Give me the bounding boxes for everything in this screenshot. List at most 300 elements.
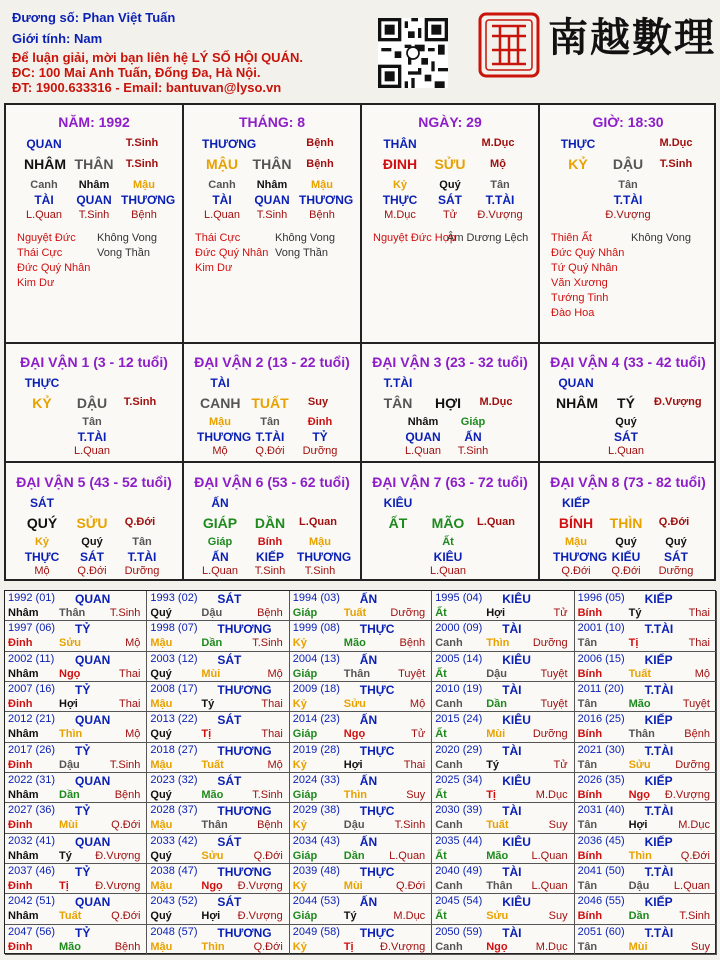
hidden-life-stage: T.Sinh (78, 209, 110, 221)
year-label: 1997 (06) (8, 622, 56, 635)
year-branch: Sửu (201, 849, 224, 862)
hidden-life-stage: L.Quan (203, 209, 241, 221)
hidden-stem: Đinh (307, 416, 333, 428)
year-cell[interactable] (575, 894, 717, 924)
year-life-stage: Tử (411, 728, 426, 741)
pillar-1 (184, 105, 360, 341)
year-cell[interactable] (5, 621, 147, 651)
year-stem: Nhâm (8, 849, 39, 862)
year-cell[interactable] (290, 803, 432, 833)
dai-van-2 (184, 343, 360, 461)
stars-left (195, 231, 280, 276)
year-life-stage: Thai (118, 697, 141, 710)
year-label: 2017 (26) (8, 743, 56, 756)
ten-god-label: THƯƠNG (202, 137, 257, 151)
year-life-stage: Thai (403, 758, 426, 771)
hidden-stem: Nhâm (256, 179, 288, 191)
year-cell[interactable] (575, 591, 717, 621)
year-life-stage: Đ.Vượng (237, 910, 283, 923)
year-life-stage: Tuyệt (682, 697, 710, 710)
ten-god-label: THÂN (383, 137, 417, 151)
star-item: Thiên Ất (551, 232, 592, 244)
year-cell[interactable] (290, 773, 432, 803)
hidden-stem: Tân (82, 416, 102, 428)
year-life-stage: Đ.Vượng (664, 788, 710, 801)
life-stage-label: Suy (307, 396, 329, 408)
hidden-ten-god: T.TÀI (485, 193, 515, 207)
year-cell[interactable] (147, 803, 289, 833)
year-cell[interactable] (290, 652, 432, 682)
year-ten-god: THỰC (359, 622, 395, 637)
year-life-stage: Mộ (125, 728, 141, 741)
year-cell[interactable] (5, 803, 147, 833)
heavenly-stem: KỶ (32, 395, 52, 411)
year-label: 2044 (53) (292, 895, 340, 908)
year-life-stage: Mộ (694, 667, 710, 680)
heavenly-stem: ĐINH (382, 156, 418, 172)
year-cell[interactable] (432, 803, 574, 833)
year-life-stage: Bệnh (114, 940, 141, 953)
year-branch: Thìn (486, 637, 510, 650)
year-ten-god: TÀI (502, 925, 522, 940)
year-life-stage: Thai (261, 728, 283, 741)
year-stem: Đinh (8, 819, 33, 832)
year-life-stage: L.Quan (673, 879, 710, 892)
year-label: 2043 (52) (150, 895, 198, 908)
pillar-3 (540, 105, 716, 341)
year-cell[interactable] (147, 712, 289, 742)
year-branch: Sửu (628, 758, 651, 771)
year-cell[interactable] (290, 834, 432, 864)
year-ten-god: SÁT (217, 592, 242, 606)
year-ten-god: T.TÀI (644, 804, 674, 819)
year-life-stage: Q.Đới (395, 879, 426, 892)
year-branch: Dần (201, 637, 223, 650)
hidden-stem: Mậu (133, 179, 155, 191)
year-cell[interactable] (290, 864, 432, 894)
year-branch: Thân (201, 819, 228, 832)
hidden-ten-god: QUAN (254, 193, 290, 207)
pillar-title: NGÀY: 29 (418, 114, 482, 130)
stars-right (447, 231, 532, 246)
year-stem: Đinh (8, 940, 33, 953)
stars-left (551, 231, 636, 321)
year-cell[interactable] (575, 743, 717, 773)
year-life-stage: Mộ (267, 758, 283, 771)
dai-van-4 (540, 343, 716, 461)
year-cell[interactable] (290, 743, 432, 773)
year-stem: Giáp (292, 607, 318, 619)
year-branch: Ngọ (343, 728, 366, 741)
year-label: 2046 (55) (577, 895, 625, 908)
year-label: 2025 (34) (435, 773, 483, 786)
year-branch: Dậu (486, 667, 507, 680)
year-ten-god: TÀI (502, 804, 522, 819)
year-stem: Đinh (8, 758, 33, 771)
hidden-ten-god: TÀI (212, 193, 232, 207)
year-cell[interactable] (575, 925, 717, 955)
year-ten-god: QUAN (75, 773, 111, 788)
hidden-life-stage: Mộ (212, 445, 228, 457)
year-branch: Thìn (59, 728, 83, 741)
hidden-life-stage: L.Quan (429, 565, 467, 577)
hidden-life-stage: L.Quan (607, 445, 645, 457)
dai-van-title: ĐẠI VẬN 3 (23 - 32 tuổi) (372, 354, 528, 370)
year-cell[interactable] (575, 773, 717, 803)
dai-van-5 (6, 463, 182, 581)
hidden-life-stage: Dưỡng (658, 565, 694, 577)
year-cell[interactable] (147, 925, 289, 955)
year-cell[interactable] (5, 682, 147, 712)
year-ten-god: KIÊU (502, 834, 531, 849)
stars-right (275, 231, 360, 261)
year-ten-god: SÁT (217, 773, 242, 788)
hidden-life-stage: Đ.Vượng (477, 209, 523, 221)
dai-van-3 (362, 343, 538, 461)
year-label: 2033 (42) (150, 834, 198, 847)
heavenly-stem: NHÂM (556, 395, 598, 411)
year-cell[interactable] (147, 652, 289, 682)
hidden-life-stage: Đ.Vượng (605, 209, 651, 221)
year-label: 2041 (50) (577, 864, 625, 877)
year-stem: Giáp (292, 728, 318, 741)
year-cell[interactable] (432, 682, 574, 712)
year-label: 1999 (08) (292, 622, 340, 635)
ten-god-label: THỰC (560, 137, 596, 151)
year-branch: Thìn (201, 940, 225, 953)
year-stem: Quý (150, 667, 172, 680)
year-cell[interactable] (575, 834, 717, 864)
year-stem: Canh (435, 637, 463, 650)
year-cell[interactable] (432, 652, 574, 682)
year-branch: Dậu (343, 819, 365, 832)
year-branch: Mão (486, 849, 509, 862)
year-life-stage: L.Quan (531, 849, 568, 862)
earthly-branch: TUẤT (251, 395, 289, 411)
year-cell[interactable] (432, 925, 574, 955)
hidden-life-stage: Q.Đới (77, 565, 107, 577)
year-cell[interactable] (5, 743, 147, 773)
year-life-stage: Mộ (409, 697, 426, 710)
year-ten-god: THỰC (359, 743, 395, 758)
hidden-stem: Bính (257, 536, 283, 548)
year-cell[interactable] (5, 864, 147, 894)
year-cell[interactable] (290, 682, 432, 712)
ten-god-label: T.TÀI (383, 376, 413, 390)
heavenly-stem: KỶ (568, 156, 588, 172)
year-label: 2038 (47) (150, 864, 198, 877)
stars-left (17, 231, 102, 291)
ten-god-label: SÁT (30, 496, 54, 510)
year-cell[interactable] (147, 894, 289, 924)
year-branch: Dần (486, 697, 507, 710)
year-branch: Mùi (628, 940, 648, 953)
year-ten-god: T.TÀI (644, 925, 674, 940)
year-label: 2049 (58) (292, 925, 340, 938)
year-label: 2051 (60) (577, 925, 625, 938)
hidden-stem: Mậu (311, 179, 333, 191)
year-life-stage: M.Dục (678, 819, 710, 832)
year-cell[interactable] (5, 712, 147, 742)
year-cell[interactable] (575, 682, 717, 712)
year-cell[interactable] (575, 803, 717, 833)
year-label: 2011 (20) (577, 682, 624, 695)
dai-van-title: ĐẠI VẬN 2 (13 - 22 tuổi) (194, 354, 350, 370)
year-cell[interactable] (5, 773, 147, 803)
year-stem: Tân (577, 940, 598, 953)
year-label: 2048 (57) (150, 925, 198, 938)
star-item: Vong Thần (97, 247, 151, 259)
year-life-stage: Q.Đới (111, 910, 141, 923)
year-life-stage: Q.Đới (253, 940, 283, 953)
year-branch: Dậu (628, 879, 650, 892)
year-cell[interactable] (147, 743, 289, 773)
year-label: 2010 (19) (435, 682, 483, 695)
year-life-stage: L.Quan (389, 849, 426, 862)
life-stage-label: T.Sinh (123, 396, 157, 408)
year-life-stage: T.Sinh (109, 607, 141, 619)
year-branch: Ngọ (59, 667, 81, 680)
year-branch: Dần (59, 788, 80, 801)
year-stem: Ất (435, 667, 447, 680)
year-cell[interactable] (290, 925, 432, 955)
year-cell[interactable] (575, 864, 717, 894)
year-branch: Tuất (486, 819, 509, 832)
life-stage-label: Q.Đới (124, 516, 156, 528)
year-branch: Tuất (59, 910, 82, 923)
hidden-ten-god: THỰC (382, 193, 418, 207)
hidden-stem: Mậu (309, 536, 331, 548)
year-stem: Kỷ (292, 819, 307, 832)
year-stem: Kỷ (292, 758, 307, 771)
year-label: 2005 (14) (435, 652, 483, 665)
year-label: 2000 (09) (435, 622, 483, 635)
phone-email-line[interactable]: ĐT: 1900.633316 - Email: bantuvan@lyso.vn (12, 80, 282, 95)
year-stem: Mậu (150, 819, 173, 832)
year-cell[interactable] (432, 712, 574, 742)
life-stage-label: M.Dục (479, 396, 513, 408)
seal-stamp-icon (478, 12, 540, 78)
year-ten-god: KIÊU (502, 713, 531, 728)
contact-line[interactable]: Để luận giải, mời bạn liên hệ LÝ SỐ HỘI QUÁN. (12, 50, 303, 65)
year-ten-god: T.TÀI (644, 864, 674, 879)
year-ten-god: KIÊU (502, 592, 531, 606)
year-label: 2021 (30) (577, 743, 625, 756)
hidden-stem: Quý (615, 416, 637, 428)
year-cell[interactable] (5, 652, 147, 682)
year-cell[interactable] (575, 621, 717, 651)
year-cell[interactable] (290, 591, 432, 621)
hidden-life-stage: Dưỡng (124, 565, 160, 577)
pillar-0 (6, 105, 182, 341)
year-life-stage: Suy (406, 788, 426, 801)
qr-code-icon[interactable] (378, 18, 448, 88)
year-label: 2047 (56) (8, 925, 56, 938)
year-life-stage: Tuyệt (540, 697, 568, 710)
star-item: Tứ Quý Nhân (551, 262, 618, 274)
year-ten-god: TỶ (75, 804, 91, 819)
hidden-ten-god: SÁT (438, 193, 462, 207)
year-cell[interactable] (5, 894, 147, 924)
year-label: 2007 (16) (8, 682, 56, 695)
heavenly-stem: ẤT (388, 515, 408, 531)
year-label: 2034 (43) (292, 834, 340, 847)
year-label: 1998 (07) (150, 622, 198, 635)
year-branch: Tị (486, 788, 496, 801)
year-branch: Hợi (486, 607, 506, 619)
hidden-ten-god: T.TÀI (613, 193, 643, 207)
year-ten-god: KIẾP (644, 834, 673, 849)
hidden-life-stage: T.Sinh (304, 565, 336, 577)
pillar-title: GIỜ: 18:30 (592, 114, 664, 130)
year-life-stage: T.Sinh (394, 819, 426, 832)
year-label: 2019 (28) (292, 743, 340, 756)
hidden-life-stage: Tử (442, 209, 458, 221)
year-label: 1995 (04) (435, 592, 483, 604)
year-ten-god: THƯƠNG (217, 864, 272, 879)
life-stage-label: M.Dục (659, 137, 693, 149)
hidden-stem: Quý (615, 536, 637, 548)
hidden-ten-god: T.TÀI (127, 550, 157, 564)
year-label: 2037 (46) (8, 864, 56, 877)
hidden-stem: Quý (81, 536, 103, 548)
year-cell[interactable] (147, 834, 289, 864)
year-branch: Mùi (201, 667, 221, 680)
year-life-stage: T.Sinh (109, 758, 141, 771)
year-cell[interactable] (5, 834, 147, 864)
stars-left (373, 231, 458, 246)
year-stem: Bính (577, 849, 603, 862)
year-stem: Bính (577, 788, 603, 801)
year-label: 2039 (48) (292, 864, 340, 877)
year-branch: Tý (628, 607, 642, 619)
year-ten-god: ẤN (359, 652, 378, 667)
year-stem: Canh (435, 758, 463, 771)
year-cell[interactable] (575, 652, 717, 682)
dai-van-6 (184, 463, 360, 581)
star-item: Đào Hoa (551, 307, 595, 319)
hidden-ten-god: TỶ (312, 430, 328, 444)
year-life-stage: Thai (688, 607, 710, 619)
year-label: 2023 (32) (150, 773, 198, 786)
year-cell[interactable] (5, 591, 147, 621)
year-ten-god: TÀI (502, 682, 522, 697)
year-life-stage: Bệnh (257, 819, 283, 832)
year-label: 2014 (23) (292, 713, 340, 726)
year-cell[interactable] (432, 773, 574, 803)
gender: Giới tính: Nam (12, 31, 103, 46)
year-cell[interactable] (290, 712, 432, 742)
year-ten-god: THƯƠNG (217, 682, 272, 697)
year-cell[interactable] (147, 864, 289, 894)
year-branch: Dần (628, 910, 650, 923)
year-stem: Đinh (8, 637, 33, 650)
year-label: 2040 (49) (435, 864, 483, 877)
year-stem: Quý (150, 910, 172, 923)
year-cell[interactable] (147, 773, 289, 803)
year-branch: Mão (343, 637, 366, 650)
year-branch: Ngọ (628, 788, 650, 801)
hidden-ten-god: KIẾP (255, 550, 284, 564)
year-cell[interactable] (147, 591, 289, 621)
year-cell[interactable] (290, 621, 432, 651)
year-cell[interactable] (432, 591, 574, 621)
chart-grid (4, 103, 716, 581)
hidden-life-stage: L.Quan (73, 445, 111, 457)
year-stem: Mậu (150, 940, 173, 953)
hidden-life-stage: Dưỡng (302, 445, 338, 457)
year-label: 2022 (31) (8, 773, 56, 786)
year-stem: Tân (577, 819, 598, 832)
year-ten-god: T.TÀI (644, 682, 674, 697)
star-item: Tướng Tinh (551, 292, 609, 304)
year-life-stage: Bệnh (684, 728, 710, 741)
year-cell[interactable] (432, 894, 574, 924)
year-label: 2042 (51) (8, 895, 56, 908)
year-cell[interactable] (147, 682, 289, 712)
pillar-title: THÁNG: 8 (238, 114, 306, 130)
year-cell[interactable] (290, 894, 432, 924)
year-cell[interactable] (432, 621, 574, 651)
year-stem: Kỷ (292, 940, 307, 953)
year-life-stage: Dưỡng (532, 637, 568, 650)
year-ten-god: THƯƠNG (217, 743, 272, 758)
year-branch: Tị (628, 637, 639, 650)
year-stem: Tân (577, 697, 598, 710)
hidden-life-stage: M.Dục (384, 209, 416, 221)
star-item: Vong Thần (275, 247, 329, 259)
dai-van-title: ĐẠI VẬN 1 (3 - 12 tuổi) (20, 354, 168, 370)
star-item: Nguyệt Đức (17, 232, 76, 244)
year-cell[interactable] (5, 925, 147, 955)
year-stem: Giáp (292, 788, 318, 801)
year-branch: Thân (59, 607, 86, 619)
year-stem: Bính (577, 910, 603, 923)
year-cell[interactable] (432, 834, 574, 864)
year-stem: Mậu (150, 637, 173, 650)
year-life-stage: Mộ (267, 667, 283, 680)
year-stem: Tân (577, 758, 598, 771)
year-ten-god: SÁT (217, 652, 242, 667)
year-ten-god: QUAN (75, 652, 111, 667)
dai-van-title: ĐẠI VẬN 4 (33 - 42 tuổi) (550, 354, 706, 370)
year-ten-god: ẤN (359, 773, 378, 788)
year-stem: Nhâm (8, 910, 39, 923)
hidden-stem: Giáp (460, 416, 486, 428)
life-stage-label: T.Sinh (125, 137, 159, 149)
year-ten-god: T.TÀI (644, 622, 674, 637)
year-ten-god: TÀI (502, 743, 522, 758)
year-branch: Thân (628, 728, 655, 741)
hidden-life-stage: Bệnh (309, 209, 335, 221)
year-cell[interactable] (432, 864, 574, 894)
year-label: 2018 (27) (150, 743, 198, 756)
hidden-stem: Canh (208, 179, 236, 191)
star-item: Không Vong (631, 232, 691, 244)
year-cell[interactable] (432, 743, 574, 773)
dai-van-8 (540, 463, 716, 581)
year-stem: Canh (435, 940, 463, 953)
year-cell[interactable] (147, 621, 289, 651)
life-stage-label: T.Sinh (125, 158, 159, 170)
year-ten-god: KIẾP (644, 773, 673, 788)
star-item: Văn Xương (551, 277, 608, 289)
year-branch: Thìn (628, 849, 652, 862)
dai-van-7 (362, 463, 538, 581)
star-item: Nguyệt Đức Hợp (373, 232, 457, 244)
hidden-ten-god: KIÊU (433, 550, 463, 564)
year-cell[interactable] (575, 712, 717, 742)
